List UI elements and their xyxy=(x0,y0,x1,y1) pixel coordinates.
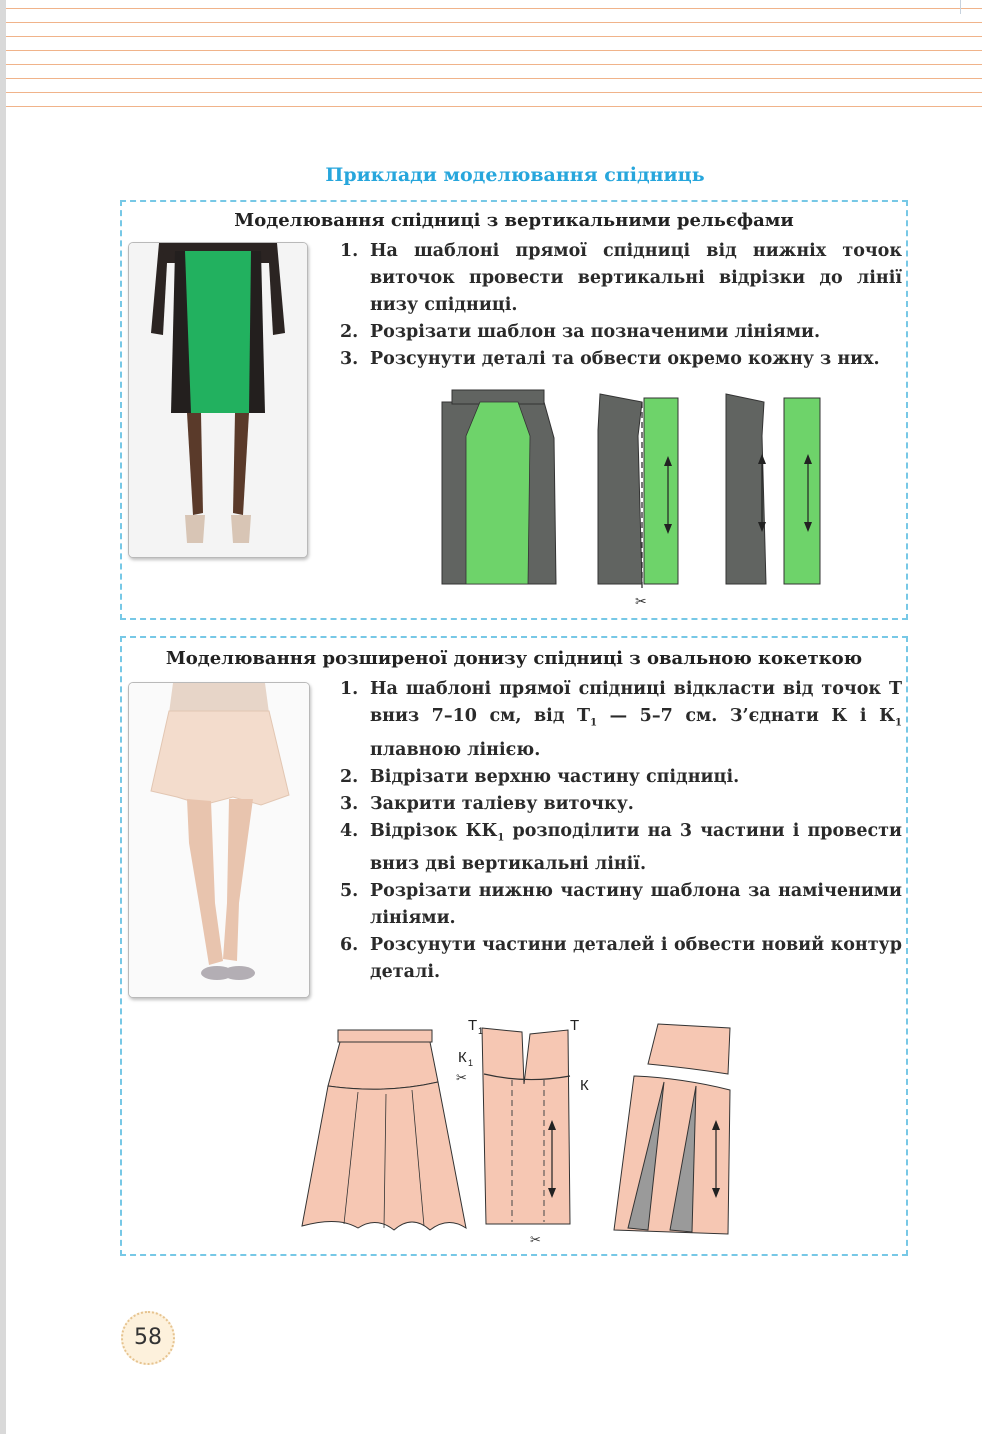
scissors-icon: ✂ xyxy=(530,1233,541,1248)
step-item: 3. Закрити таліеву виточку. xyxy=(340,793,634,814)
step-item: 6. Розсунути частини деталей і обвести новий контур деталі. xyxy=(340,935,902,982)
step-item: 5. Розрізати нижню частину шаблона за наміченими лініями. xyxy=(340,881,902,928)
step-item: 2. Розрізати шаблон за позначеними лініями. xyxy=(340,322,821,342)
steps-list xyxy=(340,676,902,986)
step-item: 3. Розсунути деталі та обвести окремо кожну з них. xyxy=(340,349,880,369)
section-title: Моделювання розширеної донизу спідниці з овальною кокеткою xyxy=(165,648,863,669)
page-title: Приклади моделювання спідниць xyxy=(325,164,705,186)
step-item: 4. Відрізок $КК_1$ розподілити на 3 частини і провести вниз дві вертикальні лінії. xyxy=(340,820,902,874)
page-number: 58 xyxy=(121,1311,175,1365)
scissors-icon: ✂ xyxy=(456,1071,467,1086)
oval-yoke-diagram xyxy=(298,1014,738,1254)
corner-mark xyxy=(960,0,961,14)
scissors-icon: ✂ xyxy=(635,594,647,610)
label-k1: К xyxy=(458,1049,467,1066)
step-item: 1. На шаблоні прямої спідниці відкласти від точок Т вниз 7–10 см, від $Т_1$ — 5–7 см. З’єднати К і $К_1$ плавною лінією. xyxy=(340,679,902,760)
relief-pattern-diagram xyxy=(432,388,832,612)
section-flared-skirt xyxy=(120,636,908,1256)
svg-text:1: 1 xyxy=(468,1058,474,1068)
svg-text:1: 1 xyxy=(478,1026,484,1036)
section-title: Моделювання спідниці з вертикальними рельєфами xyxy=(234,210,794,231)
step-item: 1. На шаблоні прямої спідниці від нижніх точок виточок провести вертикальні відрізки до лінії низу спідниці. xyxy=(340,241,902,315)
skirt-photo-green xyxy=(128,242,308,558)
page-edge xyxy=(0,0,6,1434)
step-item: 2. Відрізати верхню частину спідниці. xyxy=(340,766,740,787)
label-t: Т xyxy=(570,1017,580,1034)
skirt-photo-peach xyxy=(128,682,310,998)
label-k: К xyxy=(580,1077,589,1094)
section-vertical-reliefs xyxy=(120,200,908,620)
label-t1: Т xyxy=(468,1017,478,1034)
header-lines xyxy=(6,0,982,120)
steps-list xyxy=(340,238,902,373)
